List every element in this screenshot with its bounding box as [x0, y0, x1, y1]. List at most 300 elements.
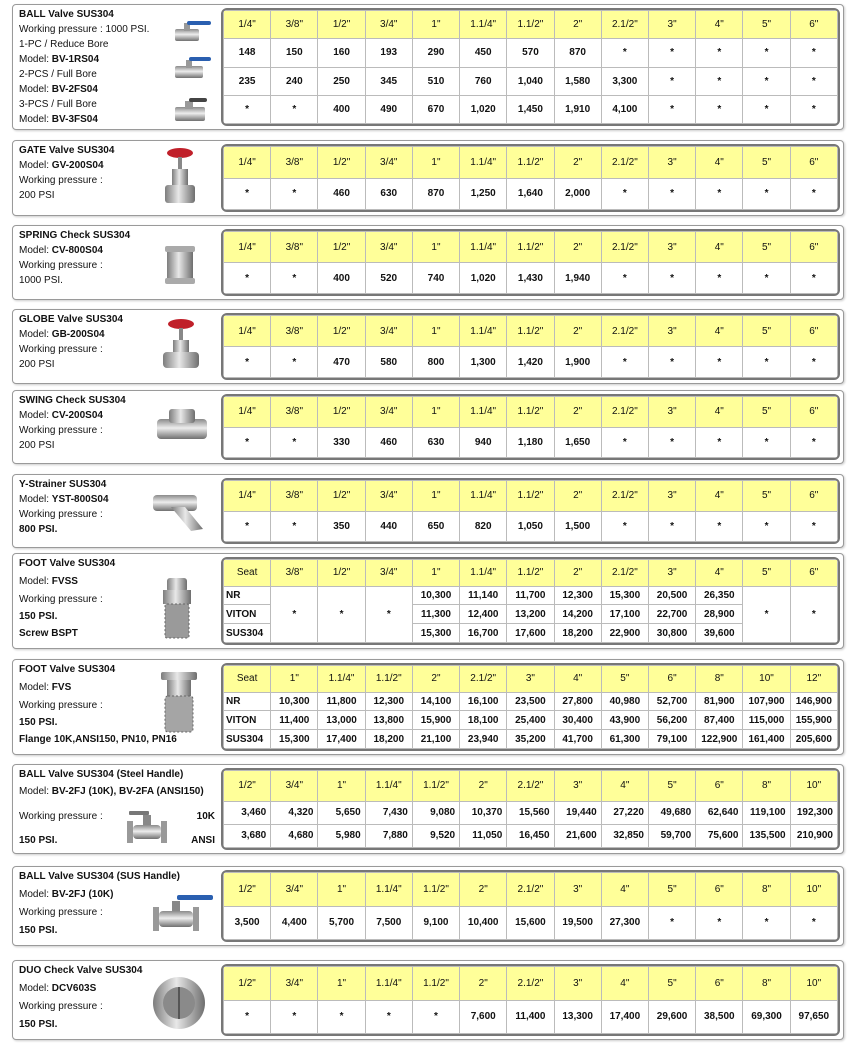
size-cell: 1.1/4" [460, 232, 507, 263]
price-cell: 15,900 [412, 711, 459, 730]
price-cell: 15,300 [601, 586, 648, 605]
size-cell: 1.1/2" [507, 560, 554, 587]
price-cell: 87,400 [696, 711, 743, 730]
ball-valve-pressure: Working pressure : 1000 PSI. [19, 24, 150, 35]
price-cell: 39,600 [696, 624, 743, 643]
size-cell: 2" [460, 873, 507, 907]
seat-label: SUS304 [224, 730, 271, 749]
price-cell: 107,900 [743, 692, 790, 711]
price-cell: 150 [271, 39, 318, 67]
price-cell: * [365, 1000, 412, 1034]
price-cell: 115,000 [743, 711, 790, 730]
price-cell: * [743, 95, 790, 123]
size-cell: 2.1/2" [507, 873, 554, 907]
price-cell: 11,140 [460, 586, 507, 605]
price-cell: 1,300 [460, 347, 507, 378]
size-cell: 5" [743, 147, 790, 179]
price-cell: 30,400 [554, 711, 601, 730]
gate-valve-section [12, 140, 844, 216]
price-row [224, 730, 838, 749]
price-cell: 1,430 [507, 263, 554, 294]
size-cell: 4" [696, 147, 743, 179]
size-cell: 6" [696, 967, 743, 1001]
price-cell: 1,900 [554, 347, 601, 378]
size-cell: 3/4" [365, 147, 412, 179]
price-cell: 18,100 [460, 711, 507, 730]
size-cell: 1/2" [318, 232, 365, 263]
price-cell: 148 [224, 39, 271, 67]
seat-label: NR [224, 586, 271, 605]
swing-check-pressure-label: Working pressure : [19, 425, 103, 436]
size-cell: 4" [601, 967, 648, 1001]
price-cell: * [648, 263, 695, 294]
gate-valve-image [161, 147, 199, 209]
seat-header: Seat [224, 560, 271, 587]
price-row [224, 586, 838, 605]
size-cell: 1.1/4" [460, 147, 507, 179]
globe-valve-pressure-value: 200 PSI [19, 359, 55, 370]
price-cell: 18,200 [554, 624, 601, 643]
price-cell: * [743, 427, 790, 458]
foot-valve-fvss-connection: Screw BSPT [19, 628, 78, 639]
price-cell: 155,900 [790, 711, 837, 730]
size-cell: 10" [743, 666, 790, 693]
size-cell: 1/2" [318, 11, 365, 39]
price-cell: 4,100 [601, 95, 648, 123]
price-cell: * [271, 95, 318, 123]
duo-check-title: DUO Check Valve SUS304 [19, 965, 143, 976]
size-cell: 1.1/2" [507, 147, 554, 179]
price-cell: * [271, 1000, 318, 1034]
spring-check-model: Model: CV-800S04 [19, 245, 103, 256]
size-cell: 2.1/2" [601, 232, 648, 263]
price-cell: * [648, 347, 695, 378]
size-cell: 3/8" [271, 147, 318, 179]
price-cell: 193 [365, 39, 412, 67]
price-cell: 14,100 [412, 692, 459, 711]
price-cell: 235 [224, 67, 271, 95]
size-row [224, 147, 838, 179]
price-cell: 16,450 [507, 824, 554, 847]
price-cell: * [412, 1000, 459, 1034]
price-cell: 30,800 [648, 624, 695, 643]
size-cell: 6" [790, 560, 837, 587]
price-row [224, 801, 838, 824]
foot-valve-fvss-section [12, 553, 844, 649]
ball-valve-steel-handle-pressure-row [19, 809, 219, 824]
size-cell: 4" [601, 771, 648, 802]
price-cell: 41,700 [554, 730, 601, 749]
price-cell: 12,300 [554, 586, 601, 605]
price-cell: 205,600 [790, 730, 837, 749]
size-cell: 3" [648, 11, 695, 39]
size-cell: 3/4" [271, 967, 318, 1001]
size-cell: 10" [790, 771, 837, 802]
size-cell: 2" [460, 967, 507, 1001]
price-cell: 3,680 [224, 824, 271, 847]
foot-valve-fvss-pressure-label: Working pressure : [19, 594, 103, 605]
price-cell: 27,300 [601, 906, 648, 940]
price-row [224, 95, 838, 123]
seat-header: Seat [224, 666, 271, 693]
size-cell: 1.1/2" [412, 771, 459, 802]
price-cell: 7,500 [365, 906, 412, 940]
ball-valve-3pc-image [173, 95, 213, 125]
price-cell: 12,400 [460, 605, 507, 624]
size-cell: 5" [648, 873, 695, 907]
size-cell: 1.1/4" [460, 11, 507, 39]
size-cell: 1.1/2" [507, 11, 554, 39]
price-cell: 15,600 [507, 906, 554, 940]
price-cell: 1,040 [507, 67, 554, 95]
size-cell: 3" [648, 232, 695, 263]
size-cell: 1" [271, 666, 318, 693]
size-cell: 4" [601, 873, 648, 907]
size-cell: 1" [318, 771, 365, 802]
price-cell: 9,080 [412, 801, 459, 824]
price-cell: * [271, 427, 318, 458]
price-cell: 450 [460, 39, 507, 67]
gate-valve-pressure-label: Working pressure : [19, 175, 103, 186]
ball-valve-steel-handle-title: BALL Valve SUS304 (Steel Handle) [19, 769, 184, 780]
price-cell: 13,200 [507, 605, 554, 624]
price-cell: 23,940 [460, 730, 507, 749]
ball-valve-steel-handle-model: Model: BV-2FJ (10K), BV-2FA (ANSI150) [19, 786, 204, 797]
ball-valve-model-2: Model: BV-2FS04 [19, 84, 98, 95]
price-cell: * [743, 511, 790, 542]
size-row [224, 232, 838, 263]
price-cell: 7,430 [365, 801, 412, 824]
size-cell: 8" [743, 873, 790, 907]
size-row [224, 873, 838, 907]
price-cell: * [224, 95, 271, 123]
price-cell: 122,900 [696, 730, 743, 749]
ball-valve-table [221, 8, 840, 126]
seat-label: VITON [224, 605, 271, 624]
price-cell: 250 [318, 67, 365, 95]
price-row [224, 906, 838, 940]
price-row [224, 1000, 838, 1034]
size-cell: 2.1/2" [601, 316, 648, 347]
price-cell: 330 [318, 427, 365, 458]
price-row [224, 824, 838, 847]
size-cell: 6" [790, 232, 837, 263]
price-cell: 820 [460, 511, 507, 542]
ball-valve-steel-handle-value-row [19, 833, 219, 848]
price-cell: 21,600 [554, 824, 601, 847]
price-cell: * [224, 263, 271, 294]
size-cell: 1.1/2" [412, 967, 459, 1001]
size-cell: 1" [318, 873, 365, 907]
price-cell: 630 [412, 427, 459, 458]
price-cell: 17,100 [601, 605, 648, 624]
ball-valve-sus-handle-table [221, 870, 840, 942]
swing-check-table [221, 394, 840, 460]
size-cell: 5" [648, 967, 695, 1001]
price-cell: 59,700 [648, 824, 695, 847]
price-cell: 12,300 [365, 692, 412, 711]
price-cell: * [696, 906, 743, 940]
ball-valve-type-2: 2-PCS / Full Bore [19, 69, 97, 80]
price-cell: 1,650 [554, 427, 601, 458]
price-cell: 490 [365, 95, 412, 123]
size-cell: 5" [743, 560, 790, 587]
size-cell: 2" [554, 481, 601, 512]
size-cell: 4" [696, 481, 743, 512]
price-cell: 10,370 [460, 801, 507, 824]
price-cell: * [790, 39, 837, 67]
size-cell: 1/2" [318, 560, 365, 587]
price-cell: * [696, 427, 743, 458]
price-cell: * [790, 511, 837, 542]
price-cell: * [271, 586, 318, 642]
price-cell: 400 [318, 263, 365, 294]
size-cell: 1" [412, 11, 459, 39]
price-cell: 290 [412, 39, 459, 67]
size-cell: 1" [412, 316, 459, 347]
size-cell: 12" [790, 666, 837, 693]
price-cell: 22,900 [601, 624, 648, 643]
price-cell: 570 [507, 39, 554, 67]
price-cell: 97,650 [790, 1000, 837, 1034]
price-cell: * [224, 178, 271, 210]
size-cell: 2" [554, 316, 601, 347]
price-cell: 240 [271, 67, 318, 95]
price-cell: 79,100 [648, 730, 695, 749]
price-cell: * [743, 67, 790, 95]
foot-valve-fvs-pressure-value: 150 PSI. [19, 717, 58, 728]
price-cell: * [743, 263, 790, 294]
swing-check-model: Model: CV-200S04 [19, 410, 103, 421]
price-cell: 5,980 [318, 824, 365, 847]
price-cell: * [696, 95, 743, 123]
price-cell: 1,910 [554, 95, 601, 123]
size-cell: 2.1/2" [601, 147, 648, 179]
price-cell: * [318, 1000, 365, 1034]
price-cell: 11,400 [271, 711, 318, 730]
size-cell: 3" [554, 873, 601, 907]
price-cell: * [271, 347, 318, 378]
size-cell: 3/4" [271, 771, 318, 802]
size-cell: 3" [648, 481, 695, 512]
price-cell: 3,460 [224, 801, 271, 824]
size-cell: 1.1/2" [507, 232, 554, 263]
price-cell: * [601, 511, 648, 542]
price-cell: 27,220 [601, 801, 648, 824]
size-cell: 2" [554, 397, 601, 428]
price-cell: * [601, 178, 648, 210]
price-cell: 146,900 [790, 692, 837, 711]
size-cell: 6" [790, 397, 837, 428]
gate-valve-table [221, 144, 840, 212]
globe-valve-pressure-label: Working pressure : [19, 344, 103, 355]
price-cell: * [224, 1000, 271, 1034]
swing-check-title: SWING Check SUS304 [19, 395, 126, 406]
y-strainer-model: Model: YST-800S04 [19, 494, 109, 505]
size-cell: 4" [696, 316, 743, 347]
size-cell: 1" [412, 560, 459, 587]
duo-check-pressure-value: 150 PSI. [19, 1019, 58, 1030]
size-row [224, 560, 838, 587]
price-cell: 69,300 [743, 1000, 790, 1034]
size-cell: 3" [648, 316, 695, 347]
size-cell: 4" [696, 397, 743, 428]
size-cell: 3/4" [365, 560, 412, 587]
size-cell: 1.1/4" [460, 397, 507, 428]
size-cell: 1" [412, 232, 459, 263]
price-cell: 1,500 [554, 511, 601, 542]
price-cell: 28,900 [696, 605, 743, 624]
y-strainer-pressure-value: 800 PSI. [19, 524, 58, 535]
size-cell: 1.1/2" [507, 397, 554, 428]
price-cell: 75,600 [696, 824, 743, 847]
price-cell: * [318, 586, 365, 642]
size-cell: 1/2" [224, 873, 271, 907]
spring-check-pressure-label: Working pressure : [19, 260, 103, 271]
ball-valve-1pc-image [173, 17, 213, 47]
price-cell: * [648, 178, 695, 210]
price-cell: 350 [318, 511, 365, 542]
price-cell: 1,940 [554, 263, 601, 294]
size-row [224, 316, 838, 347]
size-cell: 3/8" [271, 316, 318, 347]
price-cell: 43,900 [601, 711, 648, 730]
ball-valve-sus-handle-pressure-value: 150 PSI. [19, 925, 58, 936]
swing-check-image [155, 403, 209, 447]
price-cell: 670 [412, 95, 459, 123]
size-cell: 2.1/2" [601, 397, 648, 428]
y-strainer-table [221, 478, 840, 544]
price-cell: 21,100 [412, 730, 459, 749]
spring-check-table [221, 229, 840, 296]
size-cell: 1.1/4" [460, 316, 507, 347]
price-cell: 40,980 [601, 692, 648, 711]
size-cell: 5" [743, 11, 790, 39]
size-cell: 3/4" [271, 873, 318, 907]
price-cell: 870 [554, 39, 601, 67]
size-cell: 5" [743, 232, 790, 263]
price-cell: 1,020 [460, 263, 507, 294]
price-cell: 19,440 [554, 801, 601, 824]
price-cell: 760 [460, 67, 507, 95]
price-row [224, 711, 838, 730]
size-cell: 2" [554, 147, 601, 179]
globe-valve-section [12, 309, 844, 384]
price-cell: 25,400 [507, 711, 554, 730]
spring-check-image [163, 244, 197, 286]
size-cell: 1" [412, 481, 459, 512]
spring-check-pressure-value: 1000 PSI. [19, 275, 63, 286]
price-cell: 1,640 [507, 178, 554, 210]
foot-valve-fvs-connection: Flange 10K,ANSI150, PN10, PN16 [19, 734, 177, 745]
size-cell: 2" [554, 232, 601, 263]
price-cell: * [696, 263, 743, 294]
price-cell: 15,300 [271, 730, 318, 749]
size-cell: 3/4" [365, 481, 412, 512]
price-cell: 161,400 [743, 730, 790, 749]
price-cell: * [601, 263, 648, 294]
size-cell: 3" [648, 560, 695, 587]
spring-check-title: SPRING Check SUS304 [19, 230, 131, 241]
price-cell: 13,300 [554, 1000, 601, 1034]
price-cell: 16,100 [460, 692, 507, 711]
size-cell: 5" [743, 397, 790, 428]
size-cell: 3/4" [365, 232, 412, 263]
ball-valve-sus-handle-image [151, 889, 215, 935]
duo-check-pressure-label: Working pressure : [19, 1001, 103, 1012]
price-cell: 13,800 [365, 711, 412, 730]
price-cell: * [743, 178, 790, 210]
size-cell: 10" [790, 967, 837, 1001]
price-cell: 1,250 [460, 178, 507, 210]
size-cell: 4" [696, 232, 743, 263]
size-cell: 3" [507, 666, 554, 693]
price-cell: 870 [412, 178, 459, 210]
size-cell: 5" [743, 481, 790, 512]
price-cell: 160 [318, 39, 365, 67]
price-cell: * [648, 67, 695, 95]
price-cell: 23,500 [507, 692, 554, 711]
size-cell: 6" [790, 316, 837, 347]
size-row [224, 481, 838, 512]
size-cell: 3" [554, 771, 601, 802]
price-cell: 650 [412, 511, 459, 542]
price-cell: 520 [365, 263, 412, 294]
price-cell: 62,640 [696, 801, 743, 824]
price-cell: * [648, 511, 695, 542]
size-cell: 2" [554, 11, 601, 39]
ball-valve-steel-handle-table [221, 768, 840, 850]
price-cell: 192,300 [790, 801, 837, 824]
ball-valve-steel-handle-tag-10k: 10K [196, 811, 215, 822]
price-cell: 16,700 [460, 624, 507, 643]
price-cell: 11,400 [507, 1000, 554, 1034]
price-cell: * [271, 511, 318, 542]
swing-check-section [12, 390, 844, 464]
price-cell: 49,680 [648, 801, 695, 824]
price-cell: 440 [365, 511, 412, 542]
foot-valve-fvs-model: Model: FVS [19, 682, 72, 693]
price-cell: 61,300 [601, 730, 648, 749]
size-cell: 1.1/4" [460, 481, 507, 512]
globe-valve-model: Model: GB-200S04 [19, 329, 105, 340]
ball-valve-sus-handle-model: Model: BV-2FJ (10K) [19, 889, 114, 900]
foot-valve-fvss-model: Model: FVSS [19, 576, 78, 587]
price-cell: 17,400 [318, 730, 365, 749]
size-cell: 3" [648, 397, 695, 428]
size-cell: 1.1/4" [365, 873, 412, 907]
size-row [224, 666, 838, 693]
size-cell: 1/2" [224, 771, 271, 802]
price-cell: * [743, 586, 790, 642]
size-cell: 2" [412, 666, 459, 693]
price-cell: * [601, 347, 648, 378]
price-cell: 580 [365, 347, 412, 378]
size-cell: 1/2" [318, 481, 365, 512]
price-cell: 22,700 [648, 605, 695, 624]
price-cell: * [648, 427, 695, 458]
size-cell: 3" [554, 967, 601, 1001]
size-row [224, 771, 838, 802]
size-row [224, 967, 838, 1001]
price-cell: 210,900 [790, 824, 837, 847]
ball-valve-steel-handle-tag-ansi: ANSI [191, 835, 215, 846]
ball-valve-2pc-image [173, 53, 213, 83]
price-cell: * [790, 95, 837, 123]
price-cell: 20,500 [648, 586, 695, 605]
price-cell: * [790, 586, 837, 642]
size-cell: 2" [554, 560, 601, 587]
